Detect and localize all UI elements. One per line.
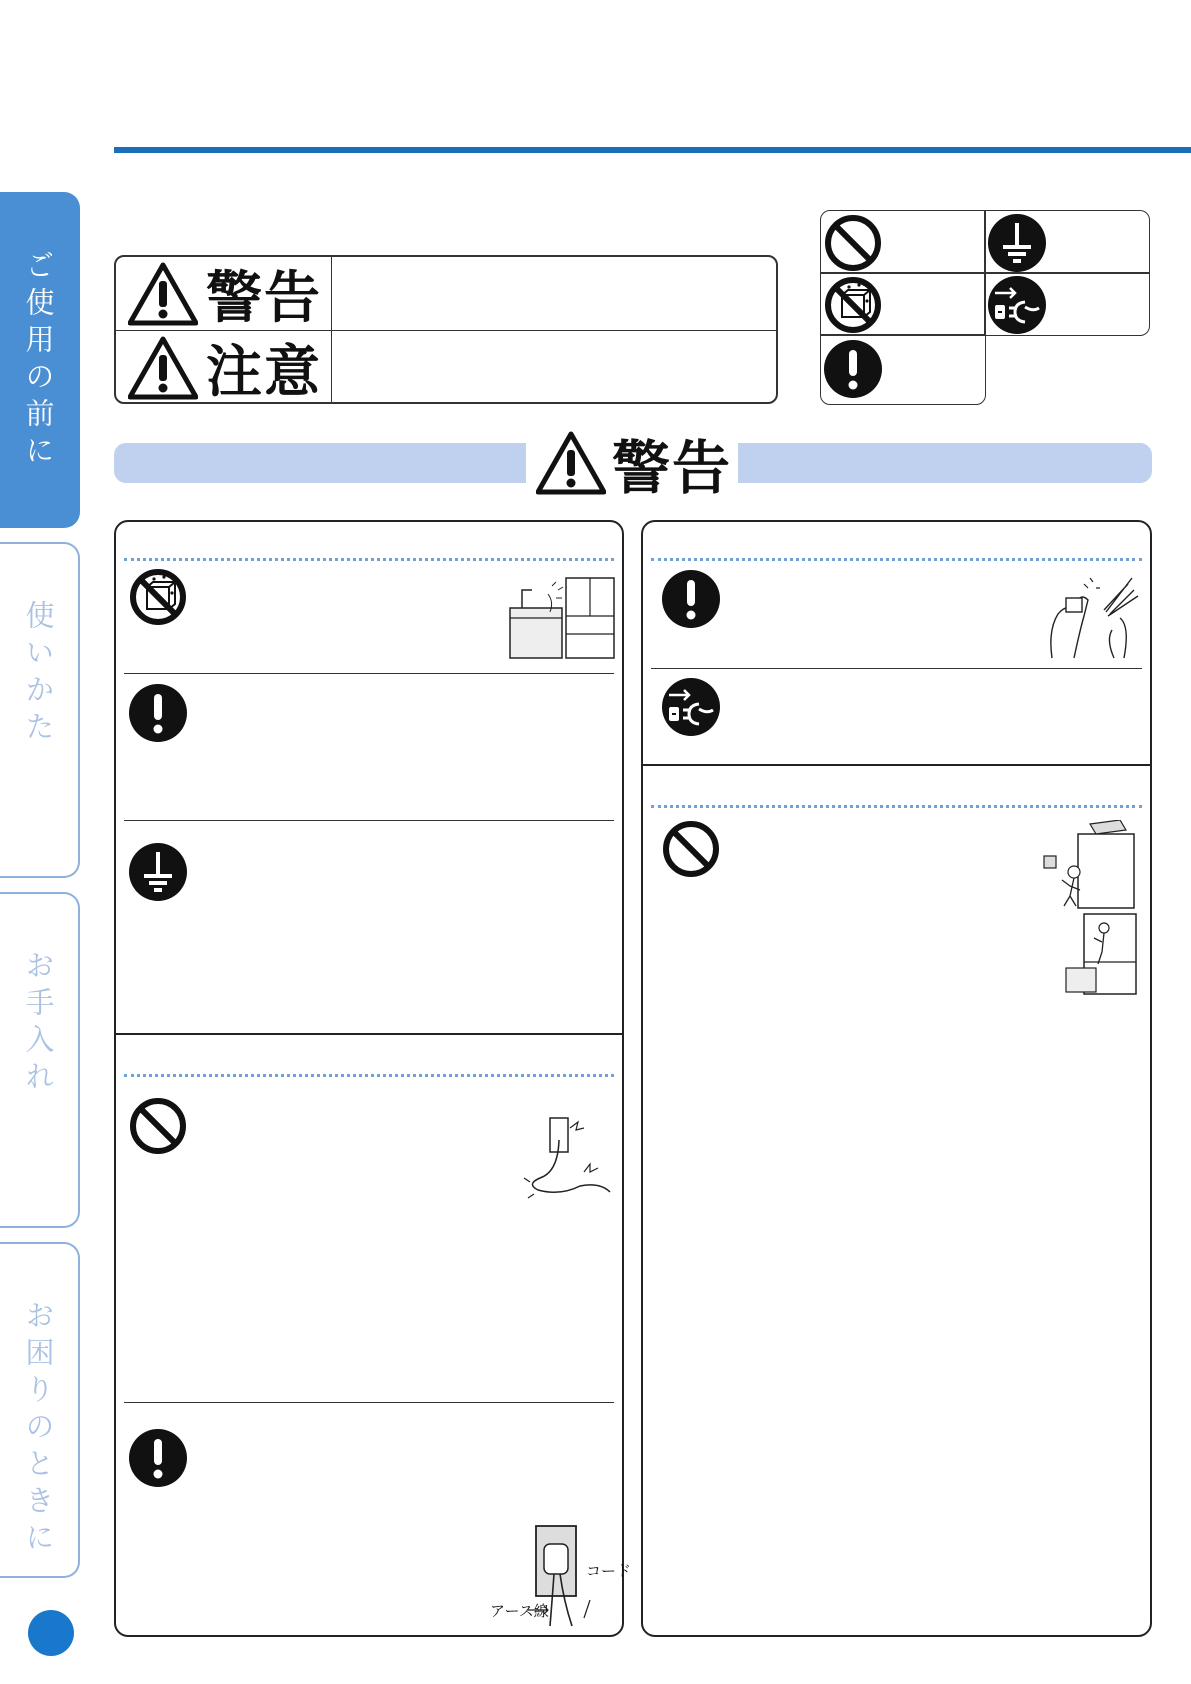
divider [651, 668, 1142, 669]
plug-cleaning-illustration [1044, 570, 1144, 662]
caution-word: 注意 [206, 339, 322, 405]
ground-icon [987, 213, 1047, 273]
top-rule [114, 147, 1191, 153]
banner-bar-left [114, 443, 526, 483]
signal-word-legend [114, 255, 778, 404]
unplug-icon [987, 275, 1047, 335]
damaged-cord-illustration [520, 1112, 612, 1204]
divider [124, 820, 614, 821]
dotted-divider [651, 558, 1142, 561]
warning-word: 警告 [206, 265, 322, 331]
divider [124, 673, 614, 674]
banner-title-word: 警告 [612, 434, 733, 502]
divider [124, 1402, 614, 1403]
warning-triangle-icon [128, 335, 198, 401]
page-number-dot [28, 1610, 74, 1656]
cord-label: コード [586, 1562, 632, 1580]
warning-triangle-icon [536, 430, 606, 496]
mandatory-icon [823, 339, 883, 399]
section-divider [114, 1033, 624, 1035]
symbol-cell-unplug [984, 272, 1150, 336]
prohibited-icon [128, 1096, 188, 1156]
symbol-cell-mandatory [820, 334, 986, 405]
fridge-door-illustration [1064, 912, 1140, 996]
legend-row-caution [116, 330, 776, 404]
prohibited-icon [661, 819, 721, 879]
tab-how-to-use[interactable] [0, 542, 80, 878]
left-panel [114, 520, 624, 1637]
no-water-icon [128, 567, 188, 627]
banner-bar-right [738, 443, 1152, 483]
tab-care[interactable] [0, 892, 80, 1228]
dotted-divider [651, 805, 1142, 808]
tab-label: お困りのときに [21, 1300, 56, 1559]
legend-label-caution [116, 331, 332, 404]
no-water-icon [823, 275, 883, 335]
child-climbing-illustration [1040, 820, 1140, 910]
dotted-divider [124, 558, 614, 561]
legend-row-warning [116, 257, 776, 330]
tab-before-use[interactable] [0, 192, 80, 528]
section-divider [641, 764, 1152, 766]
mandatory-icon [128, 683, 188, 743]
prohibited-icon [823, 213, 883, 273]
symbol-cell-ground [984, 210, 1150, 274]
fridge-water-illustration [508, 572, 618, 664]
symbol-legend-grid [820, 210, 1152, 405]
tab-troubleshooting[interactable] [0, 1242, 80, 1578]
banner-title [536, 428, 736, 502]
tab-label: ご使用の前に [21, 250, 56, 472]
tab-label: 使いかた [21, 600, 56, 748]
mandatory-icon [661, 569, 721, 629]
symbol-cell-no-water [820, 272, 986, 336]
unplug-icon [661, 677, 721, 737]
dotted-divider [124, 1074, 614, 1077]
mandatory-icon [128, 1428, 188, 1488]
symbol-cell-prohibit [820, 210, 986, 274]
legend-label-warning [116, 257, 332, 330]
ground-icon [128, 842, 188, 902]
tab-label: お手入れ [21, 950, 56, 1098]
ground-wire-label: アース線 [490, 1602, 549, 1620]
warning-triangle-icon [128, 261, 198, 327]
